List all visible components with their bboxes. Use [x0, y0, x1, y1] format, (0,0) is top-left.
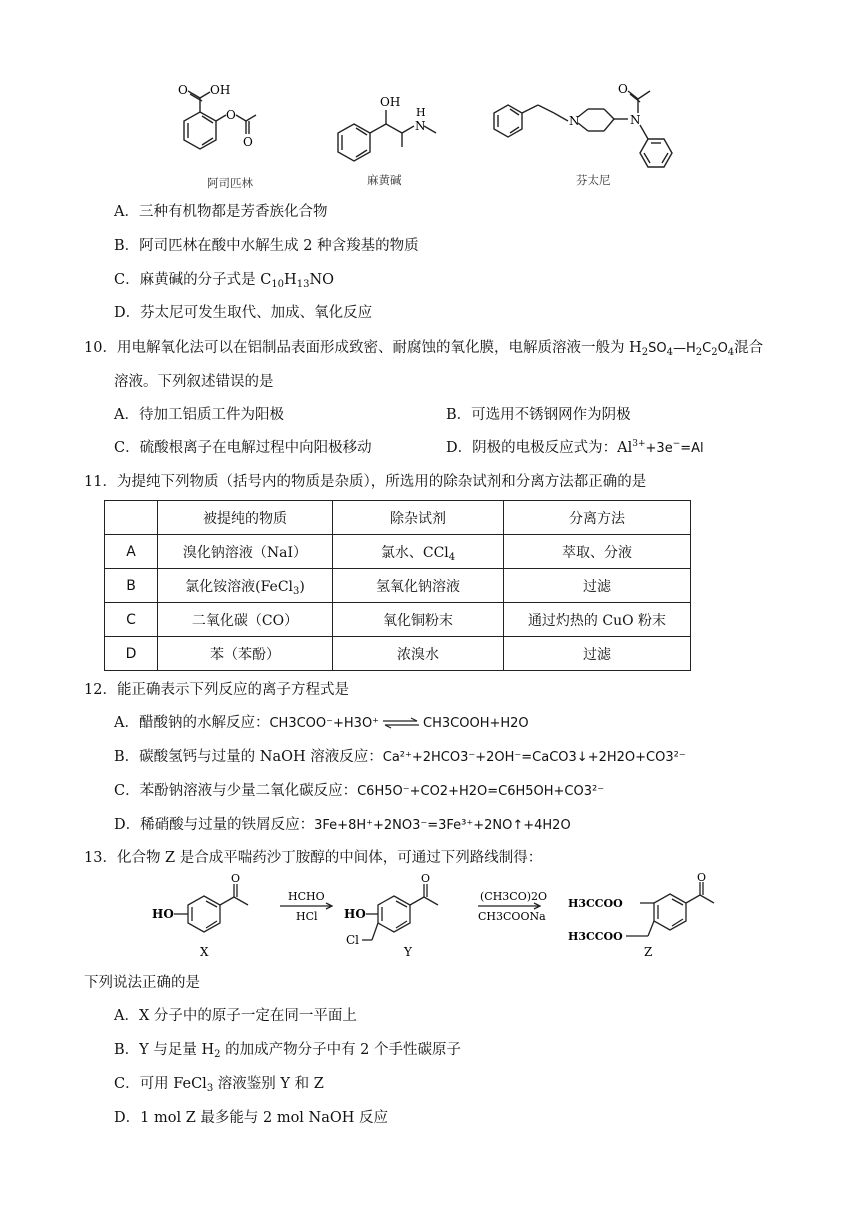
option-letter: D．: [114, 305, 141, 321]
equilibrium-arrow-icon: [381, 717, 421, 729]
aspirin-oh2-label: OH: [210, 83, 231, 97]
option-letter: B．: [114, 1042, 140, 1058]
aspirin-ester-o: O: [226, 108, 236, 122]
option-text: 溶液鉴别 Y 和 Z: [213, 1076, 324, 1092]
option-letter: D．: [446, 440, 473, 456]
reagent2-bottom: CH3COONa: [478, 910, 546, 923]
ephedrine-structure: [330, 92, 450, 167]
formula-part: C: [702, 341, 712, 356]
subscript: 4: [666, 347, 673, 358]
q9-option-c: [114, 270, 334, 290]
equation-left: CH3COO⁻+H3O⁺: [269, 716, 380, 731]
subscript: 2: [695, 347, 703, 358]
q13-option-a: [114, 1006, 357, 1026]
ephedrine-caption: 麻黄碱: [367, 173, 402, 187]
subscript: 3: [293, 585, 300, 597]
table-header-cell: 被提纯的物质: [158, 501, 333, 535]
q10-stem-line1: [84, 338, 763, 359]
equation: Ca²⁺+2HCO3⁻+2OH⁻=CaCO3↓+2H2O+CO3²⁻: [382, 750, 686, 765]
y-ho-label: HO: [344, 907, 366, 921]
option-text: 三种有机物都是芳香族化合物: [138, 204, 328, 220]
option-text: 麻黄碱的分子式是 C: [139, 272, 272, 288]
aspirin-oh-label: O: [178, 83, 188, 97]
q13-option-c: [114, 1074, 324, 1094]
method-cell: 过滤: [504, 569, 691, 603]
ephedrine-h-label: H: [416, 106, 426, 119]
table-header-cell: 除杂试剂: [333, 501, 504, 535]
question-number: 10．: [84, 340, 117, 356]
option-text: Y 与足量 H: [139, 1042, 215, 1058]
substance-text: 氯化铵溶液(FeCl: [185, 578, 294, 595]
fentanyl-n2-label: N: [630, 113, 641, 127]
q12-option-b: [114, 747, 686, 768]
option-text: 阿司匹林在酸中水解生成 2 种含羧基的物质: [139, 238, 419, 254]
option-text: 1 mol Z 最多能与 2 mol NaOH 反应: [140, 1110, 389, 1126]
row-label: D: [105, 637, 158, 671]
stem-text: 能正确表示下列反应的离子方程式是: [116, 682, 349, 698]
subscript: 2: [641, 347, 649, 358]
table-header-cell: 分离方法: [504, 501, 691, 535]
table-row: [105, 535, 691, 569]
reagent-text: 氯水、CCl: [380, 544, 449, 561]
reagent2-top: (CH3CO)2O: [480, 890, 548, 903]
reagent-cell: 氧化铜粉末: [333, 603, 504, 637]
y-cl-label: Cl: [346, 933, 360, 947]
option-text: 硫酸根离子在电解过程中向阳极移动: [139, 440, 372, 456]
option-letter: B．: [446, 407, 472, 423]
option-letter: C．: [114, 272, 140, 288]
option-letter: A．: [114, 407, 139, 423]
option-text: 可用 FeCl: [139, 1076, 207, 1092]
option-text: 醋酸钠的水解反应：: [138, 715, 270, 731]
stem-text: 混合: [734, 340, 764, 356]
ephedrine-n-label: N: [415, 119, 426, 133]
z-acetoxy1: H3CCOO: [568, 897, 623, 910]
formula-part: SO: [648, 341, 667, 356]
x-label: X: [200, 945, 209, 959]
row-label: C: [105, 603, 158, 637]
z-carbonyl-o: O: [697, 871, 707, 884]
option-letter: A．: [114, 1008, 139, 1024]
q13-stem: [84, 848, 542, 868]
z-label: Z: [644, 945, 653, 959]
table-row: [105, 637, 691, 671]
q9-option-b: [114, 236, 419, 256]
substance-text: ): [299, 578, 305, 595]
option-letter: C．: [114, 783, 140, 799]
row-label: B: [105, 569, 158, 603]
question-number: 12．: [84, 682, 117, 698]
reagent1-bottom: HCl: [296, 910, 318, 923]
option-text: X 分子中的原子一定在同一平面上: [138, 1008, 357, 1024]
formula-part: H: [284, 272, 297, 288]
option-letter: A．: [114, 715, 139, 731]
subscript: 2: [214, 1049, 221, 1060]
table-row: [105, 569, 691, 603]
substance-cell: 二氧化碳（CO）: [158, 603, 333, 637]
substance-cell: [158, 569, 333, 603]
formula-part: NO: [309, 272, 335, 288]
equation-right: CH3COOH+H2O: [423, 716, 529, 731]
q12-option-d: [114, 815, 571, 836]
q10-stem-line2: 溶液。下列叙述错误的是: [114, 374, 274, 390]
option-text: 苯酚钠溶液与少量二氧化碳反应：: [139, 783, 358, 799]
reagent-cell: 浓溴水: [333, 637, 504, 671]
reagent1-top: HCHO: [288, 890, 325, 903]
option-text: 可选用不锈钢网作为阴极: [471, 407, 631, 423]
q11-table: [104, 500, 691, 671]
q13-lead: 下列说法正确的是: [84, 975, 200, 991]
q10-option-a: [114, 405, 284, 425]
table-row: [105, 603, 691, 637]
subscript: 4: [448, 551, 456, 563]
subscript: 2: [711, 347, 718, 358]
q12-stem: [84, 680, 349, 700]
equation: C6H5O⁻+CO2+H2O=C6H5OH+CO3²⁻: [357, 784, 605, 799]
x-carbonyl-o: O: [231, 872, 241, 885]
subscript: 13: [296, 279, 310, 290]
equation: 3Fe+8H⁺+2NO3⁻=3Fe³⁺+2NO↑+4H2O: [314, 818, 571, 833]
option-text: 阴极的电极反应式为：Al: [472, 440, 633, 456]
option-letter: B．: [114, 749, 140, 765]
option-letter: D．: [114, 817, 141, 833]
table-header-row: [105, 501, 691, 535]
subscript: 10: [271, 279, 285, 290]
x-ho-label: HO: [152, 907, 174, 921]
option-text: 稀硝酸与过量的铁屑反应：: [140, 817, 315, 833]
option-letter: C．: [114, 440, 140, 456]
aspirin-structure: [160, 82, 280, 172]
subscript: 3: [206, 1083, 214, 1094]
method-cell: 通过灼热的 CuO 粉末: [504, 603, 691, 637]
stem-text: 为提纯下列物质（括号内的物质是杂质），所选用的除杂试剂和分离方法都正确的是: [116, 474, 647, 490]
option-letter: A．: [114, 204, 139, 220]
fentanyl-caption: 芬太尼: [576, 173, 611, 187]
q10-option-b: [446, 405, 631, 425]
superscript: 3+: [632, 439, 646, 449]
q12-option-a: [114, 713, 529, 734]
q13-reaction-scheme: [140, 871, 740, 966]
option-text: 待加工铝质工件为阳极: [138, 407, 284, 423]
q12-option-c: [114, 781, 604, 802]
q10-option-d: [446, 438, 704, 459]
option-text: 芬太尼可发生取代、加成、氧化反应: [140, 305, 373, 321]
formula-part: =Al: [680, 441, 704, 456]
stem-text: 用电解氧化法可以在铝制品表面形成致密、耐腐蚀的氧化膜，电解质溶液一般为 H: [116, 340, 642, 356]
subscript: 4: [727, 347, 735, 358]
option-letter: C．: [114, 1076, 140, 1092]
formula-part: —H: [672, 341, 696, 356]
row-label: A: [105, 535, 158, 569]
option-text: 碳酸氢钙与过量的 NaOH 溶液反应：: [139, 749, 383, 765]
fentanyl-n1-label: N: [569, 114, 580, 128]
q13-option-d: [114, 1108, 388, 1128]
superscript: −: [672, 439, 681, 449]
option-letter: D．: [114, 1110, 141, 1126]
q9-option-d: [114, 303, 372, 323]
table-header-cell: [105, 501, 158, 535]
fentanyl-structure: [490, 82, 690, 185]
q9-option-a: [114, 202, 327, 222]
y-label: Y: [404, 945, 412, 959]
substance-cell: 溴化钠溶液（NaI）: [158, 535, 333, 569]
question-number: 11．: [84, 474, 117, 490]
method-cell: 过滤: [504, 637, 691, 671]
ephedrine-oh-label: OH: [380, 95, 401, 109]
q11-stem: [84, 472, 646, 492]
method-cell: 萃取、分液: [504, 535, 691, 569]
reagent-cell: [333, 535, 504, 569]
aspirin-caption: 阿司匹林: [207, 176, 253, 190]
reagent-cell: 氢氧化钠溶液: [333, 569, 504, 603]
formula-part: O: [717, 341, 728, 356]
substance-cell: 苯（苯酚）: [158, 637, 333, 671]
option-letter: B．: [114, 238, 140, 254]
q13-option-b: [114, 1040, 461, 1060]
fentanyl-o-label: O: [618, 82, 628, 96]
y-carbonyl-o: O: [421, 872, 431, 885]
q10-option-c: [114, 438, 372, 458]
formula-part: +3e: [645, 441, 673, 456]
aspirin-carbonyl-o: O: [243, 135, 253, 149]
z-acetoxy2: H3CCOO: [568, 930, 623, 943]
option-text: 的加成产物分子中有 2 个手性碳原子: [220, 1042, 462, 1058]
question-number: 13．: [84, 850, 117, 866]
stem-text: 化合物 Z 是合成平喘药沙丁胺醇的中间体，可通过下列路线制得：: [116, 850, 543, 866]
